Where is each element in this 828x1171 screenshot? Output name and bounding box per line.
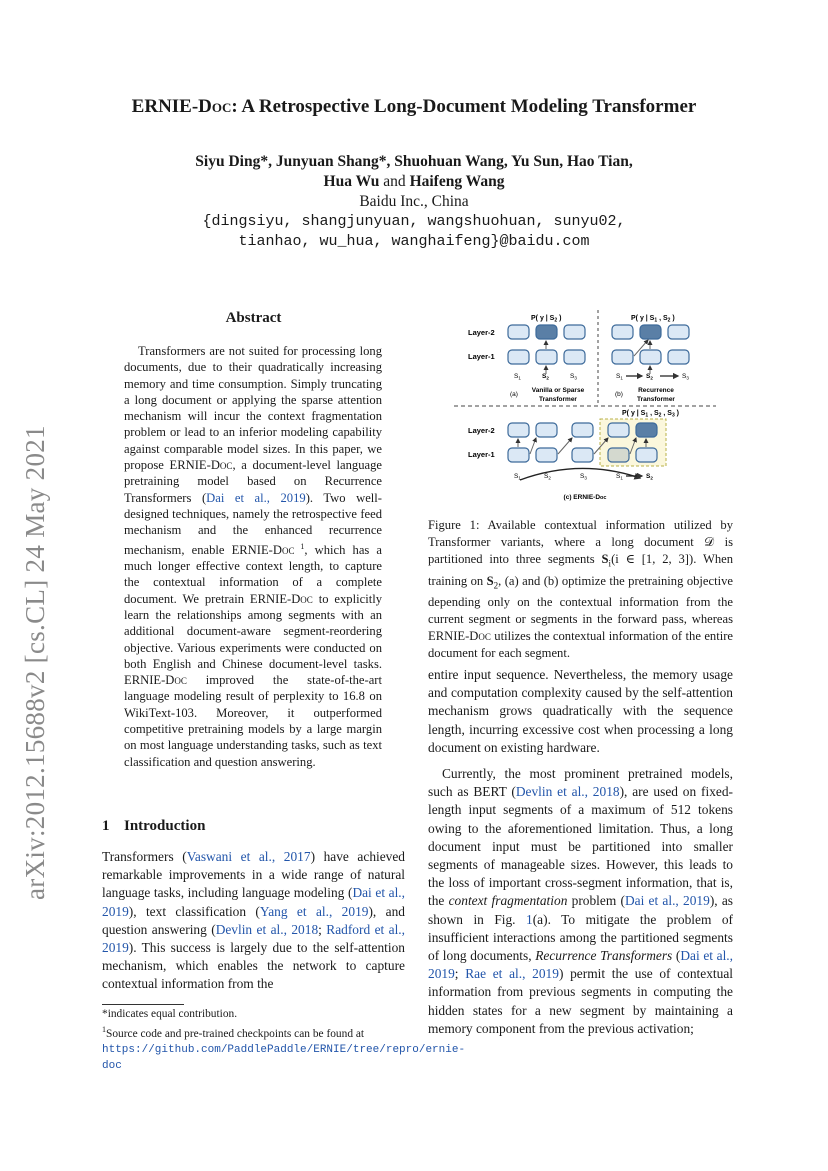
seg-b-2: $S_2$ [646, 373, 653, 381]
panel-b-title-1: Recurrence [638, 387, 674, 394]
citation-link[interactable]: Radford et al., 2019 [102, 921, 405, 956]
author-line-1: Siyu Ding*, Junyuan Shang*, Shuohuan Wang, Yu Sun, Hao Tian, [195, 153, 633, 170]
prob-label-a: P( y | $S_2$ ) [531, 315, 562, 324]
figure-ref-link[interactable]: 1 [526, 911, 533, 927]
citation-link[interactable]: Devlin et al., 2018 [215, 921, 319, 937]
figure-1-diagram [450, 308, 720, 504]
panel-a-tag: (a) [510, 391, 518, 398]
emails-line-2: tianhao, wu_hua, wanghaifeng}@baidu.com [238, 233, 590, 250]
footnote-equal: *indicates equal contribution. [102, 1008, 238, 1020]
seg-a-2: $S_2$ [542, 373, 549, 381]
affiliation: Baidu Inc., China [359, 193, 469, 210]
paragraph-current-models: Currently, the most prominent pretrained models, such as BERT (Devlin et al., 2018), are used on fixed-length input segments of a maximum of 512 tokens owing to the aforementioned limitation. Thus, a long document input must be partitioned into smaller segments of manageable sizes. However, this leads to the loss of important cross-segment information, that is, the context fragmentation problem (Dai et al., 2019), as shown in Fig. 1(a). To mitigate the problem of insufficient interactions among the partitioned segments of long documents, Recurrence Transformers (Dai et al., 2019; Rae et al., 2019) permit the use of contextual information from previous segments in computing the hidden states for a new segment by maintaining a memory component from the previous activation; [428, 766, 734, 1036]
citation-link[interactable]: Rae et al., 2019 [465, 966, 559, 982]
citation-link[interactable]: Dai et al., 2019 [624, 893, 710, 909]
prob-label-c: P( y | $S_1$ , $S_2$ , $S_3$ ) [622, 410, 680, 419]
prob-label-b: P( y | $S_1$ , $S_2$ ) [631, 315, 675, 324]
layer2-label-bottom: Layer-2 [468, 426, 495, 435]
figure-1-caption: Figure 1: Available contextual information utilized by Transformer variants, where a long document 𝒟 is partitioned into three segments $S_i(i$ ∈ [1, 2, 3]). When training on $S_2$, (a) and (b) optimize the pretraining objective depending only on the contextual information from the current segment or segments in the forward pass, whereas ERNIE-Doc utilizes the contextual information of the entire document for each segment. [428, 518, 734, 661]
seg-c-3: $S_3$ [580, 473, 587, 481]
citation-link[interactable]: Dai et al., 2019 [206, 490, 306, 505]
seg-a-1: $S_1$ [514, 373, 521, 381]
layer2-label-top: Layer-2 [468, 328, 495, 337]
citation-link[interactable]: Vaswani et al., 2017 [186, 849, 311, 864]
seg-c-2b: $S_2$ [646, 473, 653, 481]
panel-a-title-2: Transformer [539, 396, 577, 403]
source-code-link[interactable]: https://github.com/PaddlePaddle/ERNIE/tree/repro/ernie-doc [102, 1044, 466, 1073]
citation-link[interactable]: Dai et al., 2019 [102, 885, 405, 919]
paragraph-continuation: entire input sequence. Nevertheless, the memory usage and computation complexity caused by the self-attention mechanism grows quadratically with the sequence length, incurring excessive cost when processing a long document on existing hardware. [428, 667, 733, 755]
footnotes [102, 1007, 466, 1075]
seg-c-1: $S_1$ [514, 473, 521, 481]
right-column-text [428, 666, 733, 1038]
seg-c-2: $S_2$ [544, 473, 551, 481]
seg-c-1b: $S_1$ [616, 473, 623, 481]
layer1-label-top: Layer-1 [468, 352, 495, 361]
panel-b-title-2: Transformer [637, 396, 675, 403]
abstract-text: Transformers are not suited for processing long documents, due to their quadratically increasing memory and time consumption. Simply truncating a long document or applying the sparse attention mechanism will incur the context fragmentation problem or lead to an inferior modeling capability against comparable model sizes. In this paper, we propose ERNIE-Doc, a document-level language pretraining model based on Recurrence Transformers (Dai et al., 2019). Two well-designed techniques, namely the retrospective feed mechanism and the enhanced recurrence mechanism, enable ERNIE-Doc $^1$, which has a much longer effective context length, to capture the contextual information of a complete document. We pretrain ERNIE-Doc to explicitly learn the relationships among segments with an additional document-aware segment-reordering objective. Various experiments were conducted on both English and Chinese document-level tasks. ERNIE-Doc improved the state-of-the-art language modeling result of perplexity to 16.8 on WikiText-103. Moreover, it outperformed competitive pretraining models by a large margin on most language understanding tasks, such as text classification and question answering. [124, 344, 383, 769]
seg-b-1: $S_1$ [616, 373, 623, 381]
footnote-rule [102, 1004, 184, 1005]
abstract-heading: Abstract [225, 310, 282, 326]
author-line-2: Hua Wu and Haifeng Wang [323, 173, 505, 190]
seg-b-3: $S_3$ [682, 373, 689, 381]
emails-line-1: {dingsiyu, shangjunyuan, wangshuohuan, sunyu02, [202, 213, 626, 230]
citation-link[interactable]: Dai et al., 2019 [428, 948, 733, 982]
panel-a-title-1: Vanilla or Sparse [531, 387, 585, 394]
footnote-1: $^1$Source code and pre-trained checkpoints can be found at https://github.com/PaddlePaddle/ERNIE/tree/repro/ernie-doc [102, 1025, 466, 1073]
seg-a-3: $S_3$ [570, 373, 577, 381]
citation-link[interactable]: Devlin et al., 2018 [515, 784, 620, 800]
author-block [0, 152, 828, 252]
arxiv-stamp: arXiv:2012.15688v2 [cs.CL] 24 May 2021 [20, 425, 50, 900]
paper-title: ERNIE-Doc: A Retrospective Long-Document Modeling Transformer [131, 96, 697, 117]
panel-c-title: (c) ERNIE-Doc [563, 494, 607, 501]
section-heading-introduction: 1 Introduction [102, 818, 206, 834]
citation-link[interactable]: Yang et al., 2019 [259, 903, 369, 919]
layer1-label-bottom: Layer-1 [468, 450, 495, 459]
panel-b-tag: (b) [615, 391, 623, 398]
intro-paragraph: Transformers (Vaswani et al., 2017) have achieved remarkable improvements in a wide range of natural language tasks, including language modeling (Dai et al., 2019), text classification (Yang et al., 2019), and question answering (Devlin et al., 2018; Radford et al., 2019). This success is largely due to the self-attention mechanism, which enables the network to capture contextual information from the [102, 849, 406, 992]
